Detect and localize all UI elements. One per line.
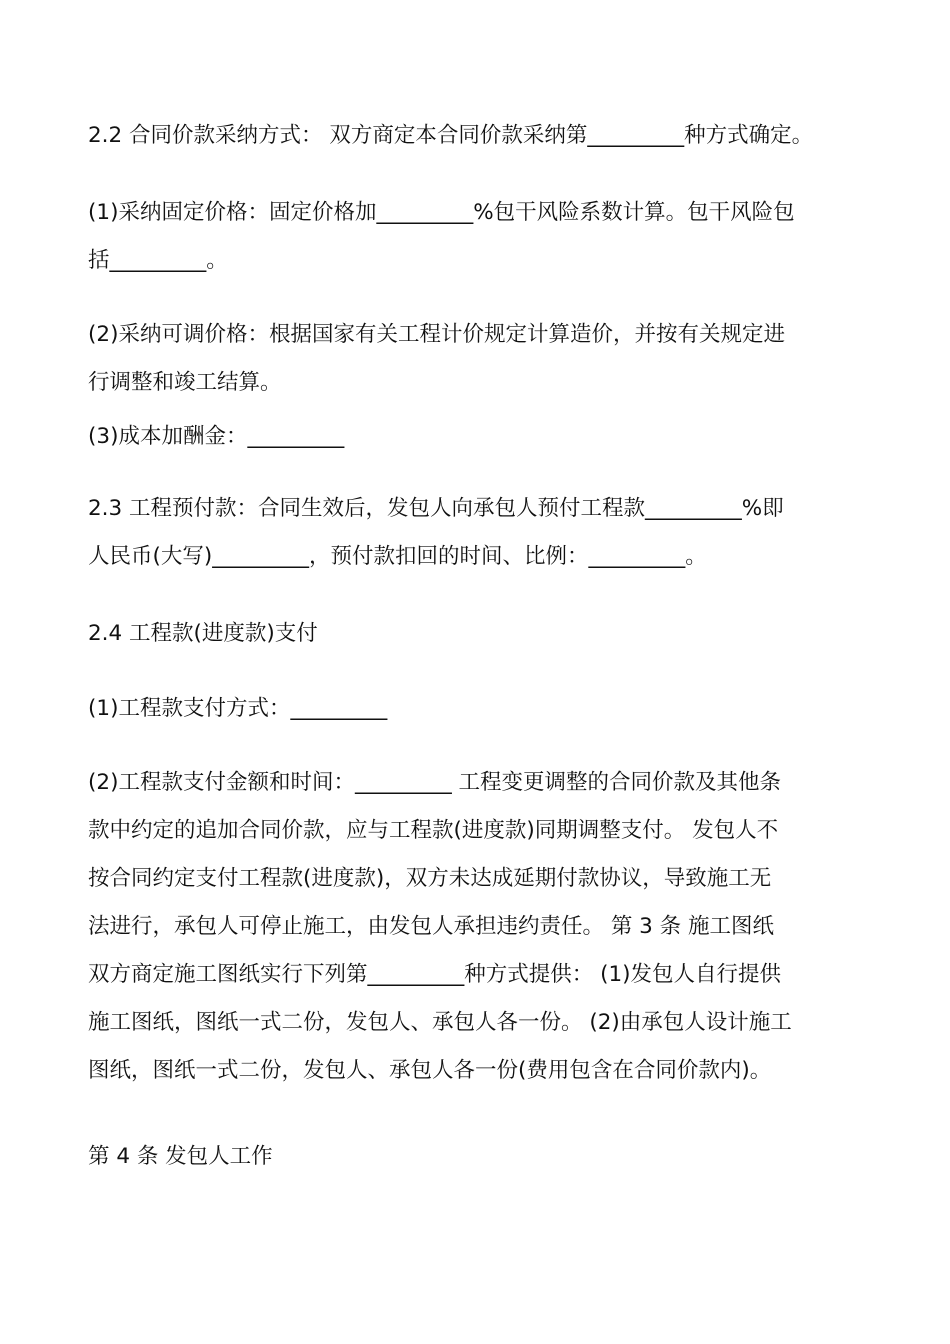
paragraph-article-4-heading (88, 1133, 878, 1181)
text-line: 行调整和竣工结算。 (88, 370, 282, 395)
paragraph-2-2-price-method (88, 112, 878, 160)
paragraph-fixed-price (88, 189, 878, 285)
text-line: (2)工程款支付金额和时间：_________ 工程变更调整的合同价款及其他条 (88, 770, 782, 795)
text-line: 图纸，图纸一式二份，发包人、承包人各一份(费用包含在合同价款内)。 (88, 1058, 772, 1083)
text-line: 双方商定施工图纸实行下列第_________种方式提供： (1)发包人自行提供 (88, 962, 782, 987)
text-line: (1)采纳固定价格：固定价格加_________%包干风险系数计算。包干风险包 (88, 200, 795, 225)
text-line: 2.3 工程预付款：合同生效后，发包人向承包人预付工程款_________%即 (88, 496, 784, 521)
text-line: (3)成本加酬金：_________ (88, 424, 345, 449)
text-line: 法进行，承包人可停止施工，由发包人承担违约责任。 第 3 条 施工图纸 (88, 914, 775, 939)
paragraph-2-3-advance-payment (88, 485, 878, 581)
text-line: 2.2 合同价款采纳方式： 双方商定本合同价款采纳第_________种方式确定。 (88, 123, 814, 148)
text-line: (1)工程款支付方式：_________ (88, 696, 388, 721)
text-line: 施工图纸，图纸一式二份，发包人、承包人各一份。 (2)由承包人设计施工 (88, 1010, 792, 1035)
paragraph-payment-method (88, 685, 878, 733)
paragraph-adjustable-price (88, 311, 878, 407)
text-line: 按合同约定支付工程款(进度款)，双方未达成延期付款协议，导致施工无 (88, 866, 772, 891)
text-line: 第 4 条 发包人工作 (88, 1144, 273, 1169)
text-line: 人民币(大写)_________，预付款扣回的时间、比例：_________。 (88, 544, 707, 569)
text-line: 款中约定的追加合同价款，应与工程款(进度款)同期调整支付。 发包人不 (88, 818, 779, 843)
text-line: 括_________。 (88, 248, 228, 273)
paragraph-cost-plus (88, 413, 878, 461)
paragraph-payment-amount (88, 759, 878, 1095)
text-line: (2)采纳可调价格：根据国家有关工程计价规定计算造价，并按有关规定进 (88, 322, 785, 347)
text-line: 2.4 工程款(进度款)支付 (88, 621, 318, 646)
paragraph-2-4-progress-payment (88, 610, 878, 658)
